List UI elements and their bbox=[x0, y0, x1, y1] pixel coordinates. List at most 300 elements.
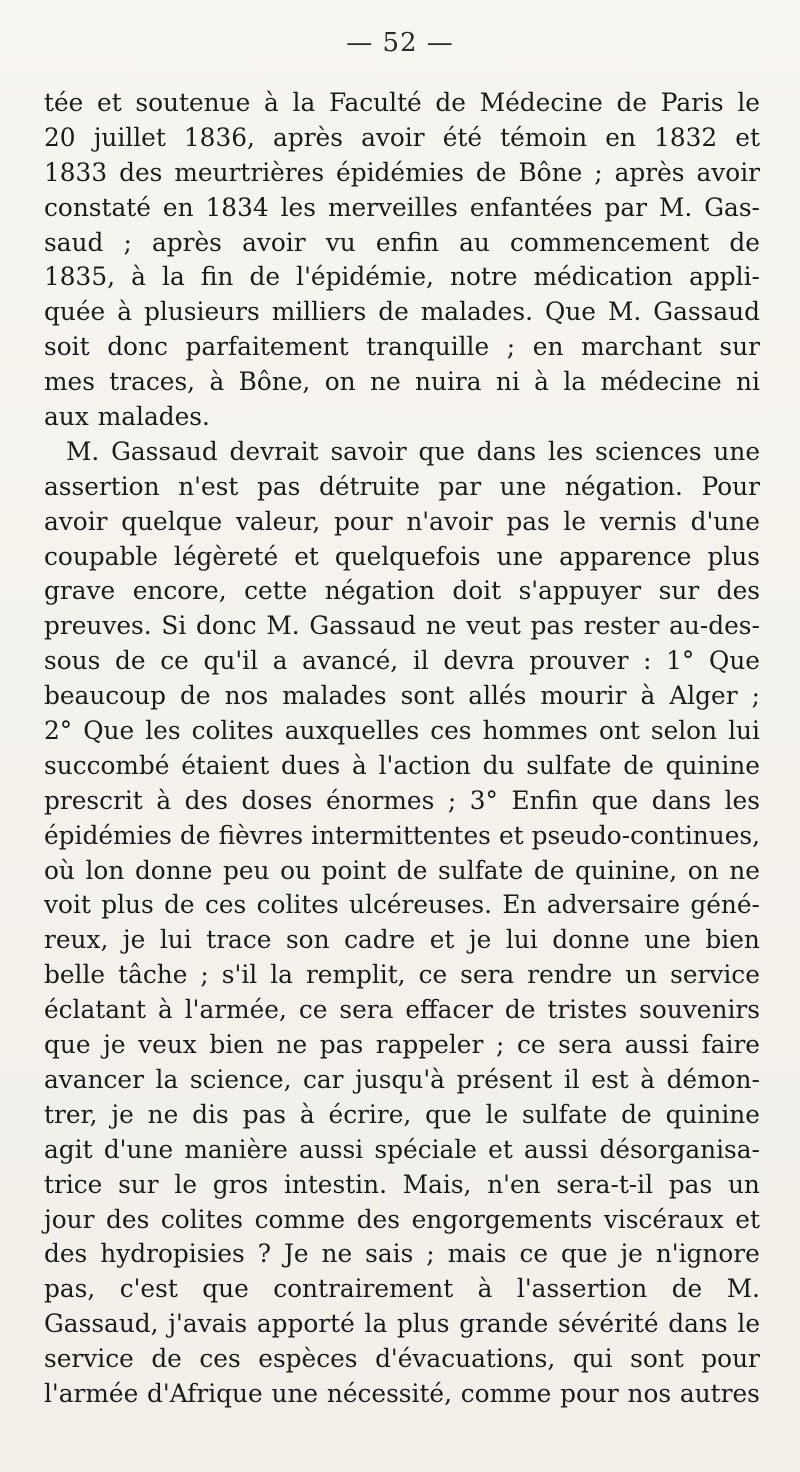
word: de bbox=[621, 1099, 652, 1129]
word: où bbox=[44, 855, 75, 885]
word: avancer bbox=[44, 1064, 144, 1094]
word: et bbox=[498, 820, 524, 850]
word: vu bbox=[325, 227, 356, 257]
word: ni bbox=[495, 367, 520, 397]
word: ; bbox=[200, 960, 209, 990]
word: et bbox=[735, 122, 760, 152]
text-line bbox=[44, 714, 760, 749]
word: plus bbox=[707, 541, 760, 571]
word: autres bbox=[679, 1378, 760, 1408]
word: à bbox=[209, 367, 225, 397]
word: mais bbox=[447, 1239, 507, 1269]
word: M. bbox=[658, 192, 693, 222]
word: de bbox=[378, 297, 409, 327]
word: 2° bbox=[44, 716, 73, 746]
word: malades. bbox=[420, 297, 533, 327]
word: avoir bbox=[242, 227, 306, 257]
body-text bbox=[44, 86, 760, 1412]
word: le bbox=[174, 1169, 198, 1199]
word: ne bbox=[729, 855, 760, 885]
word: marchant bbox=[581, 332, 702, 362]
word: : bbox=[643, 646, 652, 676]
word: mes bbox=[44, 367, 95, 397]
word: n'en bbox=[487, 1169, 541, 1199]
word: de bbox=[616, 88, 648, 117]
word: à bbox=[131, 262, 146, 292]
word: doit bbox=[452, 576, 502, 606]
word: de bbox=[115, 646, 146, 676]
word: Gassaud bbox=[111, 436, 218, 466]
word: pas bbox=[668, 1169, 713, 1199]
word: donne bbox=[552, 925, 630, 955]
word: par bbox=[604, 192, 647, 222]
word: sciences bbox=[595, 436, 702, 466]
text-line bbox=[44, 470, 760, 505]
text-line bbox=[44, 609, 760, 644]
word: n'avoir bbox=[406, 506, 493, 536]
word: avoir bbox=[44, 506, 108, 536]
word: plusieurs bbox=[144, 297, 260, 327]
word: ne bbox=[276, 1030, 308, 1060]
word: l'assertion bbox=[516, 1274, 648, 1304]
word: de bbox=[623, 750, 654, 780]
word: aussi bbox=[299, 1134, 364, 1164]
word: 1834 bbox=[205, 192, 269, 222]
word: une bbox=[496, 541, 544, 571]
word: j'avais bbox=[168, 1309, 248, 1339]
word: pour bbox=[333, 506, 393, 536]
word: 1832 bbox=[654, 122, 718, 152]
word: de bbox=[151, 1344, 182, 1374]
word: ce bbox=[298, 995, 328, 1025]
word: en bbox=[605, 122, 636, 152]
word: trice bbox=[44, 1169, 103, 1199]
word: enfantées bbox=[469, 192, 593, 222]
word: commencement bbox=[510, 227, 710, 257]
word: devrait bbox=[229, 436, 319, 466]
word: enfin bbox=[375, 227, 439, 257]
word: spéciale bbox=[374, 1134, 477, 1164]
word: sera bbox=[558, 1030, 613, 1060]
word: ce bbox=[519, 1239, 549, 1269]
word: une bbox=[644, 925, 691, 955]
page-number: — 52 — bbox=[346, 28, 454, 58]
word: on bbox=[687, 855, 719, 885]
word: ulcéreuses. bbox=[349, 890, 493, 920]
word: après bbox=[273, 122, 343, 152]
word: prescrit bbox=[44, 785, 143, 815]
word: été bbox=[442, 122, 483, 152]
word: Bône, bbox=[238, 367, 311, 397]
word: comme bbox=[460, 1378, 552, 1408]
word: et bbox=[735, 1204, 760, 1234]
word: ; bbox=[123, 227, 132, 257]
text-line bbox=[44, 1098, 760, 1133]
word: ce bbox=[418, 960, 448, 990]
word: de bbox=[249, 262, 281, 292]
word: fin bbox=[200, 262, 234, 292]
word: sur bbox=[658, 576, 700, 606]
word: à bbox=[352, 750, 367, 780]
word: ni bbox=[736, 367, 760, 397]
word: Je bbox=[283, 1239, 309, 1269]
word: reux, bbox=[44, 925, 109, 955]
word: sous bbox=[44, 646, 101, 676]
word: Paris bbox=[660, 88, 724, 117]
word: l'épidémie, bbox=[296, 262, 434, 292]
word: Si bbox=[161, 611, 187, 641]
word: médecine bbox=[600, 367, 722, 397]
word: d'évacuations, bbox=[375, 1344, 556, 1374]
text-line bbox=[44, 958, 760, 993]
word: nuira bbox=[415, 367, 482, 397]
word: s'appuyer bbox=[518, 576, 642, 606]
word: science, bbox=[189, 1064, 292, 1094]
text-line bbox=[44, 1133, 760, 1168]
word: ; bbox=[751, 681, 760, 711]
word: ont bbox=[598, 716, 640, 746]
word: par bbox=[438, 471, 482, 501]
word: de bbox=[729, 227, 760, 257]
word: intermittentes bbox=[311, 820, 491, 850]
word: trer, bbox=[44, 1099, 98, 1129]
word: allés bbox=[468, 681, 527, 711]
word: et bbox=[488, 1134, 513, 1164]
word: sera bbox=[339, 995, 394, 1025]
word: aussi bbox=[624, 1030, 689, 1060]
text-line bbox=[44, 1063, 760, 1098]
word: n'est bbox=[178, 471, 239, 501]
word: lui bbox=[505, 925, 538, 955]
word: doses bbox=[241, 785, 313, 815]
word: ; bbox=[495, 1030, 505, 1060]
word: traces, bbox=[109, 367, 196, 397]
word: à bbox=[157, 995, 173, 1025]
word: mourir bbox=[540, 681, 627, 711]
word: un bbox=[625, 960, 658, 990]
word: devra bbox=[443, 646, 515, 676]
word: Que bbox=[544, 297, 596, 327]
word: qu'il bbox=[203, 646, 259, 676]
word: constaté bbox=[44, 192, 151, 222]
word: quée bbox=[44, 297, 106, 327]
word: rappeler bbox=[375, 1030, 484, 1060]
word: ne bbox=[425, 611, 457, 641]
word: donc bbox=[107, 332, 168, 362]
word: après bbox=[614, 157, 685, 187]
word: sur bbox=[719, 332, 760, 362]
word: service bbox=[44, 1344, 134, 1374]
word: Médecine bbox=[479, 88, 603, 117]
word: de bbox=[435, 88, 466, 117]
word: démon- bbox=[666, 1064, 760, 1094]
text-line bbox=[44, 1342, 760, 1377]
word: tristes bbox=[547, 995, 628, 1025]
word: quinine bbox=[665, 750, 760, 780]
word: service bbox=[670, 960, 760, 990]
word: témoin bbox=[500, 122, 588, 152]
word: les bbox=[724, 785, 760, 815]
word: pas, bbox=[44, 1274, 96, 1304]
text-line bbox=[44, 260, 760, 295]
word: nos bbox=[627, 1378, 672, 1408]
word: ? bbox=[257, 1239, 271, 1269]
word: une bbox=[499, 471, 547, 501]
word: cette bbox=[244, 576, 308, 606]
word: bien bbox=[705, 925, 760, 955]
word: malades bbox=[282, 681, 387, 711]
word: les bbox=[280, 192, 316, 222]
word: sulfate bbox=[526, 750, 612, 780]
word: colites bbox=[191, 716, 274, 746]
word: avoir bbox=[696, 157, 760, 187]
word: de bbox=[180, 681, 211, 711]
text-line bbox=[44, 644, 760, 679]
word: fièvres bbox=[218, 820, 304, 850]
word: à bbox=[477, 1274, 493, 1304]
word: pseudo-continues, bbox=[531, 820, 760, 850]
word: manière bbox=[184, 1134, 288, 1164]
text-line bbox=[44, 1168, 760, 1203]
word: des bbox=[356, 1204, 400, 1234]
text-line bbox=[44, 121, 760, 156]
word: hommes bbox=[482, 716, 588, 746]
word: sont bbox=[630, 1344, 684, 1374]
word: à bbox=[640, 681, 656, 711]
word: le bbox=[737, 88, 760, 117]
word: des bbox=[106, 1204, 150, 1234]
word: à bbox=[534, 367, 549, 397]
word: et bbox=[429, 925, 455, 955]
word: pas bbox=[256, 471, 301, 501]
word: gros bbox=[212, 1169, 269, 1199]
text-line bbox=[44, 784, 760, 819]
word: en bbox=[532, 332, 564, 362]
word: contrairement bbox=[273, 1274, 454, 1304]
word: donne bbox=[134, 855, 213, 885]
word: ; bbox=[426, 1239, 435, 1269]
word: souvenirs bbox=[639, 995, 760, 1025]
word: une bbox=[713, 436, 760, 466]
word: dues bbox=[281, 750, 341, 780]
text-line bbox=[44, 749, 760, 784]
word: comme bbox=[254, 1204, 346, 1234]
word: engorgements bbox=[411, 1204, 593, 1234]
word: sais bbox=[365, 1239, 414, 1269]
word: ces bbox=[430, 716, 472, 746]
word: 20 bbox=[44, 122, 76, 152]
word: à bbox=[299, 1099, 315, 1129]
word: négation. bbox=[564, 471, 683, 501]
word: que bbox=[44, 1030, 91, 1060]
word: et bbox=[97, 88, 122, 117]
word: que bbox=[561, 1239, 608, 1269]
word: Gassaud bbox=[653, 297, 760, 327]
word: s'il bbox=[221, 960, 258, 990]
word: à bbox=[117, 297, 133, 327]
word: beaucoup bbox=[44, 681, 166, 711]
text-line bbox=[44, 679, 760, 714]
word: que bbox=[202, 1274, 249, 1304]
word: faire bbox=[701, 1030, 760, 1060]
word: sera-t-il bbox=[556, 1169, 654, 1199]
text-line bbox=[44, 435, 760, 470]
word: adversaire bbox=[546, 890, 680, 920]
word: malades. bbox=[97, 402, 210, 432]
word: l'armée, bbox=[184, 995, 287, 1025]
word: la bbox=[563, 367, 587, 397]
word: 1835, bbox=[44, 262, 115, 292]
word: preuves. bbox=[44, 611, 152, 641]
word: que bbox=[418, 436, 465, 466]
word: nécessité, bbox=[326, 1378, 452, 1408]
word: écrire, bbox=[328, 1099, 412, 1129]
text-line bbox=[44, 1272, 760, 1307]
word: grave bbox=[44, 576, 116, 606]
word: juillet bbox=[93, 122, 166, 152]
word: des bbox=[44, 1239, 88, 1269]
word: veut bbox=[466, 611, 521, 641]
text-line bbox=[44, 854, 760, 889]
word: je bbox=[111, 1099, 134, 1129]
word: négation bbox=[324, 576, 435, 606]
word: sévérité bbox=[558, 1309, 659, 1339]
word: ces bbox=[204, 890, 247, 920]
word: point bbox=[321, 855, 387, 885]
word: milliers bbox=[271, 297, 367, 327]
word: plus bbox=[396, 1309, 450, 1339]
word: des bbox=[716, 576, 760, 606]
word: viscéraux bbox=[603, 1204, 724, 1234]
word: ne bbox=[369, 367, 401, 397]
word: quinine bbox=[665, 1099, 760, 1129]
word: tranquille bbox=[366, 332, 490, 362]
word: d'Afrique bbox=[147, 1378, 263, 1408]
word: ; bbox=[447, 785, 457, 815]
word: au-des- bbox=[669, 611, 760, 641]
word: agit bbox=[44, 1134, 93, 1164]
word: a bbox=[272, 646, 288, 676]
word: de bbox=[164, 890, 195, 920]
text-line bbox=[44, 191, 760, 226]
text-line bbox=[44, 226, 760, 261]
word: colites bbox=[256, 890, 339, 920]
text-line bbox=[44, 1237, 760, 1272]
text-line bbox=[44, 330, 760, 365]
word: Alger bbox=[669, 681, 738, 711]
word: remplit, bbox=[305, 960, 406, 990]
word: encore, bbox=[132, 576, 227, 606]
word: M. bbox=[726, 1274, 760, 1304]
word: ce bbox=[160, 646, 189, 676]
word: des bbox=[119, 157, 163, 187]
text-line bbox=[44, 574, 760, 609]
word: à bbox=[640, 1064, 655, 1094]
text-line bbox=[44, 923, 760, 958]
word: le bbox=[563, 506, 587, 536]
word: plus bbox=[101, 890, 154, 920]
text-line bbox=[44, 993, 760, 1028]
word: Faculté bbox=[328, 88, 422, 117]
word: après bbox=[152, 227, 222, 257]
word: et bbox=[294, 541, 319, 571]
word: M. bbox=[266, 611, 300, 641]
word: jour bbox=[44, 1204, 95, 1234]
text-line bbox=[44, 888, 760, 923]
word: que bbox=[425, 1099, 472, 1129]
word: la bbox=[155, 1064, 179, 1094]
word: la bbox=[292, 88, 316, 117]
word: trace bbox=[206, 925, 272, 955]
word: parfaitement bbox=[185, 332, 349, 362]
word: étaient bbox=[181, 750, 270, 780]
word: pour bbox=[701, 1344, 760, 1374]
word: qui bbox=[572, 1344, 613, 1374]
word: présent bbox=[456, 1064, 553, 1094]
word: meurtrières bbox=[174, 157, 325, 187]
word: je bbox=[103, 1030, 126, 1060]
word: colites bbox=[160, 1204, 243, 1234]
word: Gas- bbox=[704, 192, 760, 222]
word: 1° bbox=[666, 646, 695, 676]
word: de bbox=[179, 820, 211, 850]
word: n'ignore bbox=[655, 1239, 760, 1269]
word: de bbox=[475, 157, 507, 187]
word: hydropisies bbox=[100, 1239, 245, 1269]
word: avancé, bbox=[302, 646, 399, 676]
word: en bbox=[162, 192, 194, 222]
word: je bbox=[122, 925, 146, 955]
text-line bbox=[44, 505, 760, 540]
word: quelquefois bbox=[334, 541, 481, 571]
word: sulfate bbox=[438, 855, 524, 885]
word: Bône bbox=[518, 157, 583, 187]
word: bien bbox=[209, 1030, 264, 1060]
word: l'armée bbox=[44, 1378, 139, 1408]
word: sur bbox=[118, 1169, 159, 1199]
word: merveilles bbox=[327, 192, 458, 222]
word: M. bbox=[607, 297, 642, 327]
word: 1833 bbox=[44, 157, 108, 187]
word: aussi bbox=[524, 1134, 589, 1164]
word: pas bbox=[242, 1099, 286, 1129]
word: car bbox=[303, 1064, 344, 1094]
word: Pour bbox=[701, 471, 760, 501]
word: ces bbox=[199, 1344, 241, 1374]
word: sera bbox=[460, 960, 515, 990]
word: apporté bbox=[256, 1309, 355, 1339]
word: pas bbox=[506, 506, 550, 536]
word: dans bbox=[476, 436, 537, 466]
text-line bbox=[44, 156, 760, 191]
word: intestin. bbox=[283, 1169, 387, 1199]
word: Enfin bbox=[511, 785, 579, 815]
word: sont bbox=[400, 681, 455, 711]
word: lon bbox=[85, 855, 125, 885]
word: le bbox=[737, 1309, 760, 1339]
word: je bbox=[620, 1239, 643, 1269]
word: son bbox=[285, 925, 330, 955]
word: le bbox=[485, 1099, 509, 1129]
text-line bbox=[44, 540, 760, 575]
word: auxquelles bbox=[284, 716, 420, 746]
word: M. bbox=[66, 436, 100, 466]
word: au bbox=[459, 227, 490, 257]
word: épidémies bbox=[44, 820, 172, 850]
word: rester bbox=[583, 611, 660, 641]
word: des bbox=[184, 785, 228, 815]
word: nos bbox=[224, 681, 269, 711]
